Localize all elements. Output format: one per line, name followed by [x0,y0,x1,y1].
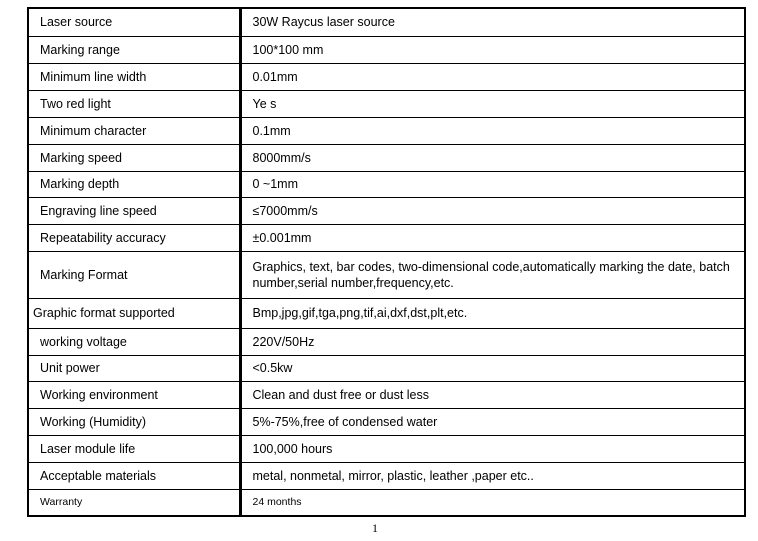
table-row [28,435,745,462]
spec-label: Marking Format [28,251,240,298]
table-row [28,462,745,489]
spec-label: Minimum character [28,117,240,144]
spec-label: Unit power [28,355,240,381]
spec-value: 8000mm/s [240,144,745,171]
spec-value: 100,000 hours [240,435,745,462]
spec-label: Warranty [28,489,240,516]
spec-label: Marking speed [28,144,240,171]
table-row [28,298,745,328]
spec-label: Engraving line speed [28,197,240,224]
table-row [28,408,745,435]
spec-label: Marking depth [28,171,240,197]
spec-value: ±0.001mm [240,224,745,251]
spec-label: Working environment [28,381,240,408]
spec-label: Repeatability accuracy [28,224,240,251]
spec-value: Clean and dust free or dust less [240,381,745,408]
spec-label: Laser source [28,8,240,36]
table-row [28,328,745,355]
spec-value: Ye s [240,90,745,117]
table-row [28,489,745,516]
spec-label: Two red light [28,90,240,117]
spec-label: working voltage [28,328,240,355]
spec-label: Acceptable materials [28,462,240,489]
spec-value: 5%-75%,free of condensed water [240,408,745,435]
spec-value: metal, nonmetal, mirror, plastic, leather ,paper etc.. [240,462,745,489]
spec-label: Working (Humidity) [28,408,240,435]
spec-label: Graphic format supported [28,298,240,328]
table-row [28,224,745,251]
spec-value: 0.1mm [240,117,745,144]
table-row [28,36,745,63]
spec-value: <0.5kw [240,355,745,381]
table-row [28,381,745,408]
table-row [28,8,745,36]
spec-label: Laser module life [28,435,240,462]
table-row [28,355,745,381]
table-row [28,144,745,171]
table-row [28,90,745,117]
spec-value: 0.01mm [240,63,745,90]
spec-value: 100*100 mm [240,36,745,63]
spec-value: Graphics, text, bar codes, two-dimensional code,automatically marking the date, batch number,serial number,frequency,etc. [240,251,745,298]
spec-value: Bmp,jpg,gif,tga,png,tif,ai,dxf,dst,plt,etc. [240,298,745,328]
spec-value: 24 months [240,489,745,516]
spec-value: 0 ~1mm [240,171,745,197]
table-row [28,251,745,298]
spec-label: Marking range [28,36,240,63]
spec-value: ≤7000mm/s [240,197,745,224]
spec-value: 220V/50Hz [240,328,745,355]
table-row [28,117,745,144]
spec-value: 30W Raycus laser source [240,8,745,36]
page-number: 1 [372,521,378,535]
table-row [28,171,745,197]
table-row [28,63,745,90]
table-row [28,197,745,224]
specification-table [27,7,746,517]
spec-label: Minimum line width [28,63,240,90]
